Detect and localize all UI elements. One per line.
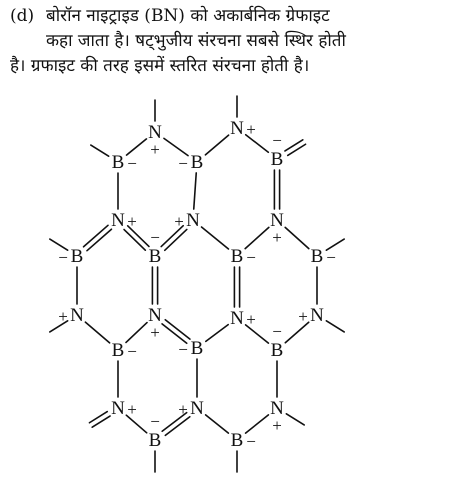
atom-n1: N: [148, 122, 162, 143]
bond-n8-b9: [206, 325, 228, 342]
bond-n12-b12: [246, 415, 269, 433]
bond-n5-b7: [285, 227, 309, 248]
bond-stub-b3-a: [288, 144, 306, 155]
atom-n5: N: [270, 210, 284, 231]
bond-b2-n4: [194, 173, 196, 209]
atom-b6: B: [230, 246, 244, 267]
charge-b7: −: [326, 248, 336, 267]
bond-n2-b2: [205, 135, 228, 155]
atom-b8: B: [111, 340, 125, 361]
charge-b3: −: [272, 131, 282, 150]
atom-b10: B: [270, 340, 284, 361]
bond-stub-n10-b: [92, 416, 110, 427]
bond-n1-b1: [127, 139, 147, 155]
bond-n5-b6: [245, 227, 269, 248]
charge-n6: +: [58, 307, 68, 326]
atom-b4: B: [70, 246, 84, 267]
bond-n11-b12: [206, 415, 229, 433]
atom-b12: B: [230, 430, 244, 451]
bond-n4-b6: [202, 227, 229, 249]
atom-n4: N: [186, 210, 200, 231]
charge-b12: −: [246, 432, 256, 451]
charge-n2: +: [246, 120, 256, 139]
atom-b1: B: [111, 152, 125, 173]
atom-n12: N: [270, 398, 284, 419]
atom-n11: N: [190, 398, 204, 419]
charge-b10: −: [272, 322, 282, 341]
caption-line-3: है। ग्रफाइट की तरह इसमें स्तरित संरचना होती है।: [10, 56, 310, 76]
atom-b3: B: [270, 149, 284, 170]
charge-n3: +: [127, 212, 137, 231]
atom-n3: N: [111, 210, 125, 231]
atom-b5: B: [148, 246, 162, 267]
caption-line-2: कहा जाता है। षट्भुजीय संरचना सबसे स्थिर होती: [46, 31, 346, 51]
bond-n6-b8: [85, 322, 109, 343]
charge-n12: +: [272, 416, 282, 435]
bond-stub-b1: [91, 145, 109, 156]
charge-n4: +: [174, 212, 184, 231]
charge-b5: −: [150, 228, 160, 247]
bond-stub-n12: [286, 414, 304, 425]
charge-n5: +: [272, 228, 282, 247]
charge-b8: −: [127, 342, 137, 361]
bond-stub-b3-b: [285, 140, 303, 151]
atom-b9: B: [190, 338, 204, 359]
charge-n11: +: [178, 400, 188, 419]
bond-stub-n9: [326, 321, 344, 332]
atom-n9: N: [310, 305, 324, 326]
bond-n7-b8: [126, 323, 147, 343]
charge-b4: −: [58, 248, 68, 267]
atom-b7: B: [310, 246, 324, 267]
caption-text-1: बोरॉन नाइट्राइड (BN) को अकार्बनिक ग्रेफाइट: [46, 6, 330, 26]
charge-b6: −: [246, 248, 256, 267]
charge-n9: +: [298, 307, 308, 326]
charge-n7: +: [150, 323, 160, 342]
charge-b2: −: [178, 154, 188, 173]
charge-b11: −: [150, 412, 160, 431]
atom-n10: N: [111, 398, 125, 419]
charge-b9: −: [178, 340, 188, 359]
atom-n8: N: [230, 308, 244, 329]
charge-n1: +: [150, 140, 160, 159]
atom-n7: N: [148, 305, 162, 326]
charge-b1: −: [127, 154, 137, 173]
charge-n8: +: [246, 310, 256, 329]
atom-n2: N: [230, 118, 244, 139]
bond-stub-n10-a: [89, 412, 107, 423]
charge-n10: +: [127, 400, 137, 419]
atom-b2: B: [190, 152, 204, 173]
atom-b11: B: [148, 430, 162, 451]
atom-n6: N: [70, 305, 84, 326]
atom-layer: [58, 118, 336, 451]
caption-marker: (d): [10, 6, 35, 26]
